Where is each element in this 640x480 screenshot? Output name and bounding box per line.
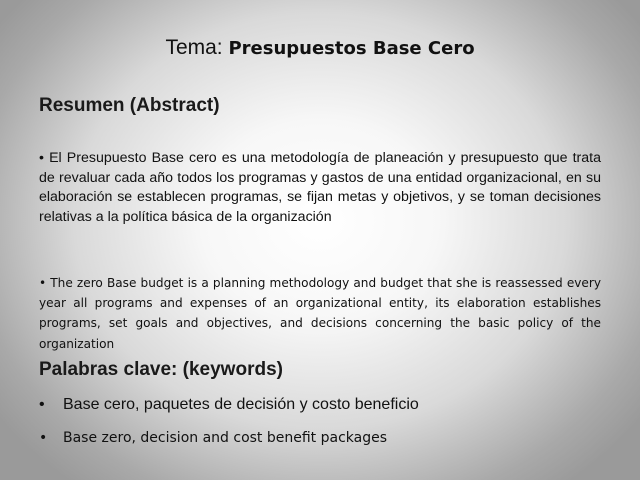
title-prefix: Tema: — [165, 36, 223, 59]
bullet-icon: • — [39, 430, 48, 446]
keyword-item-english — [39, 428, 387, 448]
keywords-heading: Palabras clave: (keywords) — [39, 359, 283, 380]
keyword-text: Base zero, decision and cost benefit packages — [63, 430, 388, 446]
title-main: Presupuestos Base Cero — [228, 38, 475, 59]
keyword-text: Base cero, paquetes de decisión y costo beneficio — [63, 396, 419, 413]
bullet-icon: • — [39, 396, 45, 413]
abstract-heading: Resumen (Abstract) — [39, 95, 220, 116]
abstract-spanish-paragraph: • El Presupuesto Base cero es una metodología de planeación y presupuesto que trata de revaluar cada año todos los programas y gastos de una entidad organizacional, en su elaboración se establecen programas, se fijan metas y objetivos, y se toman decisiones relativas a la política básica de la organización — [39, 150, 601, 225]
slide-title — [0, 34, 640, 63]
abstract-english-paragraph: • The zero Base budget is a planning methodology and budget that she is reassessed every year all programs and expenses of an organizational entity, its elaboration establishes programs, set goals and objectives, and decisions concerning the basic policy of the organization — [39, 276, 601, 351]
keyword-item-spanish — [39, 395, 419, 415]
